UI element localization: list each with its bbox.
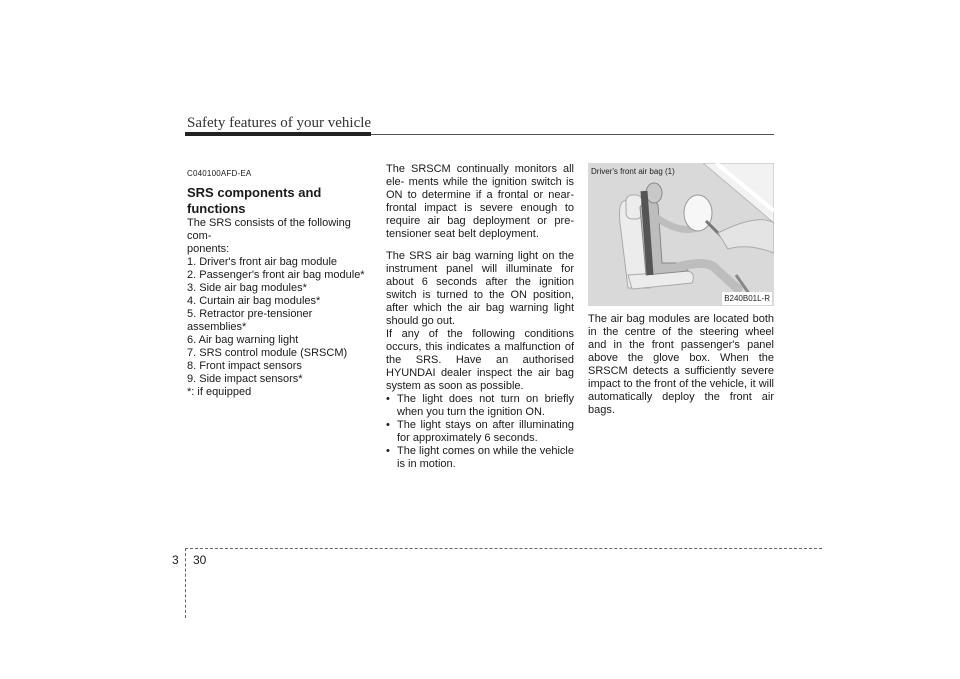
page-header-title: Safety features of your vehicle (187, 115, 372, 131)
header-rule-thin (371, 134, 774, 135)
bullet-item (386, 393, 574, 419)
header-rule-thick (185, 132, 371, 136)
footer-divider (185, 548, 186, 618)
column-3 (588, 163, 774, 417)
component-item: 2. Passenger's front air bag module* (187, 269, 365, 281)
component-item: 5. Retractor pre-tensioner assemblies* (187, 308, 313, 333)
bullet-dot: • (386, 419, 390, 431)
section-code: C040100AFD-EA (187, 169, 252, 178)
paragraph-warning-light: The SRS air bag warning light on the instrument panel will illuminate for about 6 seconds after the ignition switch is turned to the ON position, after which the air bag warning light should go out. (386, 250, 574, 327)
bullet-item (386, 445, 574, 471)
airbag-illustration (588, 163, 774, 306)
footnote: *: if equipped (187, 386, 252, 398)
driver-airbag-drawing (588, 163, 774, 306)
paragraph-monitoring: The SRSCM continually monitors all ele- ments while the ignition switch is ON to determine if a frontal or near-frontal impact is severe enough to require air bag deployment or pre-tensioner seat belt deployment. (386, 163, 574, 240)
column-1 (187, 163, 365, 399)
chapter-number: 3 (172, 553, 179, 567)
bullet-item (386, 419, 574, 445)
section-heading: SRS components and functions (187, 185, 322, 216)
bullet-text: The light comes on while the vehicle is in motion. (397, 445, 574, 470)
footer-rule (185, 548, 822, 549)
bullet-dot: • (386, 445, 390, 457)
column-2 (386, 163, 574, 471)
bullet-text: The light does not turn on briefly when you turn the ignition ON. (397, 393, 574, 418)
bullet-dot: • (386, 393, 390, 405)
component-item: 9. Side impact sensors* (187, 373, 303, 385)
paragraph-malfunction: If any of the following conditions occurs, this indicates a malfunction of the SRS. Have an authorised HYUNDAI dealer inspect the air bag system as soon as possible. (386, 328, 574, 392)
component-item: 4. Curtain air bag modules* (187, 295, 321, 307)
figure-caption: Driver's front air bag (1) (591, 167, 675, 176)
component-item: 3. Side air bag modules* (187, 282, 307, 294)
figure-code: B240B01L-R (724, 294, 770, 303)
component-item: 1. Driver's front air bag module (187, 256, 338, 268)
component-item: 6. Air bag warning light (187, 334, 299, 346)
component-item: 8. Front impact sensors (187, 360, 302, 372)
bullet-text: The light stays on after illuminating for approximately 6 seconds. (397, 419, 574, 444)
intro-line-2: ponents: (187, 243, 230, 255)
page-number: 30 (193, 553, 207, 567)
component-item: 7. SRS control module (SRSCM) (187, 347, 348, 359)
intro-line-1: The SRS consists of the following com- (187, 217, 351, 242)
paragraph-airbag-location: The air bag modules are located both in the centre of the steering wheel and in the front passenger's panel above the glove box. When the SRSCM detects a sufficiently severe impact to the front of the vehicle, it will automatically deploy the front air bags. (588, 313, 774, 416)
